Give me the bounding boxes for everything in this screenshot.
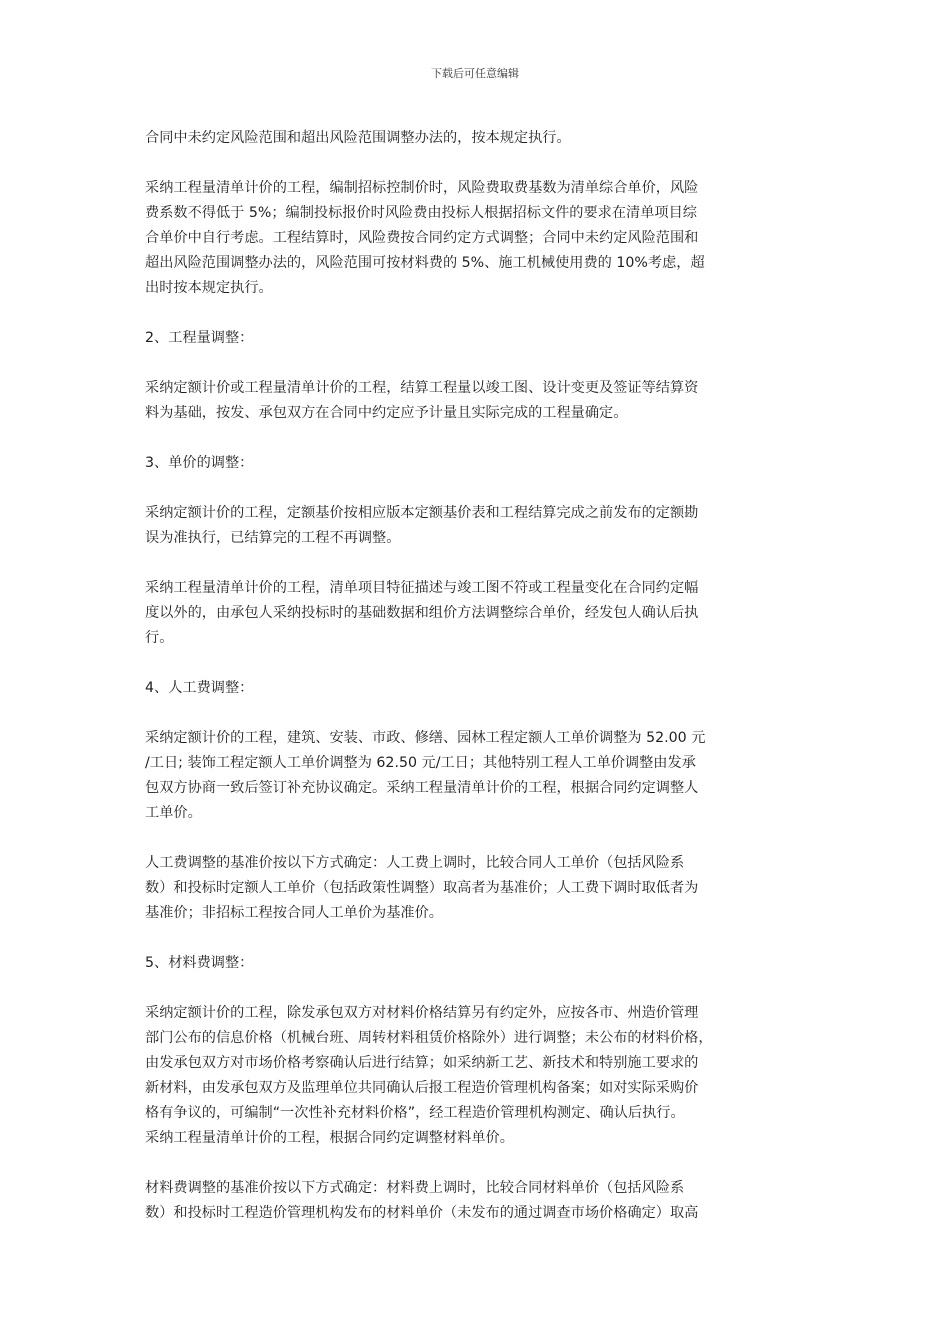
text-line: 采纳工程量清单计价的工程，根据合同约定调整材料单价。: [145, 1130, 514, 1146]
text-line: /工日; 装饰工程定额人工单价调整为 62.50 元/工日；其他特别工程人工单价调整由发承: [145, 755, 696, 771]
text-line: 部门公布的信息价格（机械台班、周转材料租赁价格除外）进行调整；未公布的材料价格，: [145, 1030, 713, 1046]
text-line: 采纳定额计价的工程，除发承包双方对材料价格结算另有约定外，应按各市、州造价管理: [145, 1005, 699, 1021]
text-line: 格有争议的，可编制“一次性补充材料价格”，经工程造价管理机构测定、确认后执行。: [145, 1105, 685, 1121]
text-line: 行。: [145, 630, 174, 646]
text-line: 工单价。: [145, 805, 202, 821]
paragraph: [145, 1176, 805, 1226]
paragraph: [145, 1001, 805, 1151]
text-line: 采纳定额计价的工程，建筑、安装、市政、修缮、园林工程定额人工单价调整为 52.00 元: [145, 730, 706, 746]
text-line: 数）和投标时定额人工单价（包括政策性调整）取高者为基准价；人工费下调时取低者为: [145, 880, 699, 896]
text-line: 误为准执行，已结算完的工程不再调整。: [145, 530, 401, 546]
text-line: 材料费调整的基准价按以下方式确定：材料费上调时，比较合同材料单价（包括风险系: [145, 1180, 685, 1196]
text-line: 采纳定额计价的工程，定额基价按相应版本定额基价表和工程结算完成之前发布的定额勘: [145, 505, 699, 521]
paragraph: [145, 576, 805, 651]
heading-text: 5、材料费调整：: [145, 955, 254, 971]
text-line: 基准价；非招标工程按合同人工单价为基准价。: [145, 905, 443, 921]
section-heading: [145, 451, 805, 476]
text-line: 料为基础，按发、承包双方在合同中约定应予计量且实际完成的工程量确定。: [145, 405, 628, 421]
heading-text: 3、单价的调整：: [145, 455, 254, 471]
text-line: 合同中未约定风险范围和超出风险范围调整办法的，按本规定执行。: [145, 130, 571, 146]
text-line: 超出风险范围调整办法的，风险范围可按材料费的 5%、施工机械使用费的 10%考虑，超: [145, 255, 705, 271]
text-line: 新材料，由发承包双方及监理单位共同确认后报工程造价管理机构备案；如对实际采购价: [145, 1080, 699, 1096]
document-body: [145, 126, 805, 1226]
text-line: 人工费调整的基准价按以下方式确定：人工费上调时，比较合同人工单价（包括风险系: [145, 855, 685, 871]
text-line: 度以外的，由承包人采纳投标时的基础数据和组价方法调整综合单价，经发包人确认后执: [145, 605, 699, 621]
text-line: 出时按本规定执行。: [145, 280, 273, 296]
text-line: 数）和投标时工程造价管理机构发布的材料单价（未发布的通过调查市场价格确定）取高: [145, 1205, 699, 1221]
paragraph: [145, 126, 805, 151]
text-line: 采纳工程量清单计价的工程，编制招标控制价时，风险费取费基数为清单综合单价，风险: [145, 180, 699, 196]
heading-text: 4、人工费调整：: [145, 680, 254, 696]
text-line: 合单价中自行考虑。工程结算时，风险费按合同约定方式调整；合同中未约定风险范围和: [145, 230, 699, 246]
paragraph: [145, 851, 805, 926]
paragraph: [145, 501, 805, 551]
section-heading: [145, 951, 805, 976]
text-line: 费系数不得低于 5%；编制投标报价时风险费由投标人根据招标文件的要求在清单项目综: [145, 205, 697, 221]
section-heading: [145, 326, 805, 351]
paragraph: [145, 376, 805, 426]
text-line: 包双方协商一致后签订补充协议确定。采纳工程量清单计价的工程，根据合同约定调整人: [145, 780, 699, 796]
text-line: 采纳定额计价或工程量清单计价的工程，结算工程量以竣工图、设计变更及签证等结算资: [145, 380, 699, 396]
paragraph: [145, 176, 805, 301]
text-line: 采纳工程量清单计价的工程，清单项目特征描述与竣工图不符或工程量变化在合同约定幅: [145, 580, 699, 596]
page-header: 下载后可任意编辑: [431, 67, 519, 80]
text-line: 由发承包双方对市场价格考察确认后进行结算；如采纳新工艺、新技术和特别施工要求的: [145, 1055, 699, 1071]
heading-text: 2、工程量调整：: [145, 330, 254, 346]
paragraph: [145, 726, 805, 826]
section-heading: [145, 676, 805, 701]
